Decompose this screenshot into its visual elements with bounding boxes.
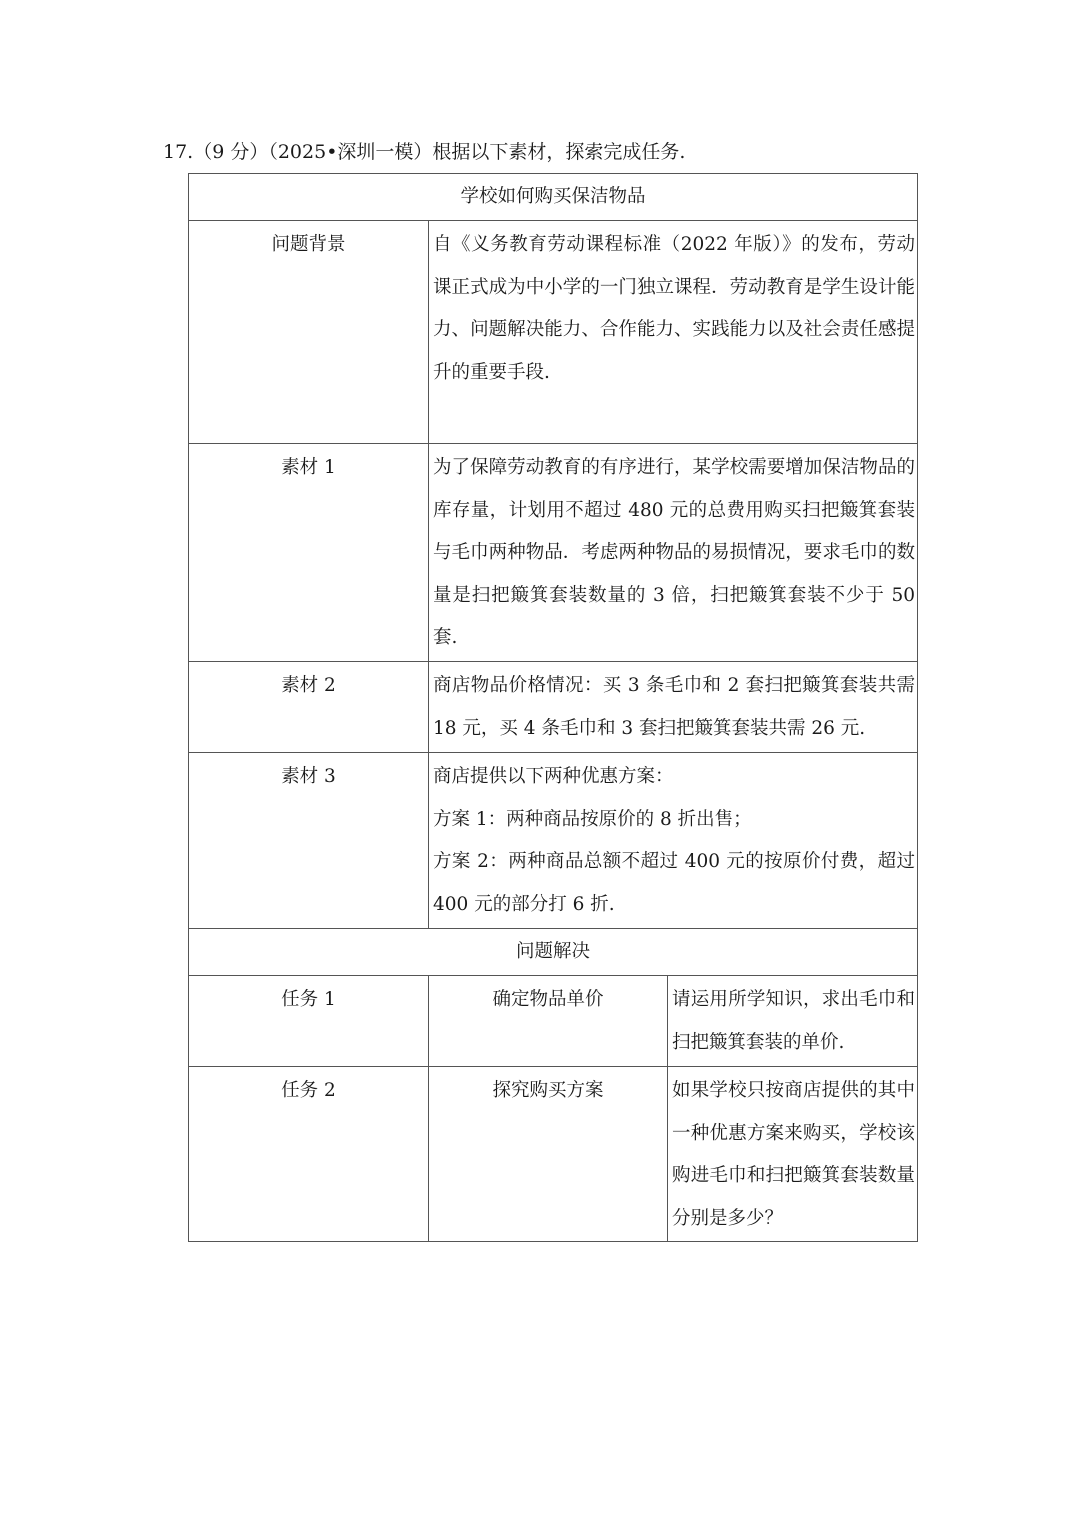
task-2-name: 探究购买方案 (429, 1067, 668, 1242)
material-2-text: 商店物品价格情况：买 3 条毛巾和 2 套扫把簸箕套装共需 18 元，买 4 条毛巾和 3 套扫把簸箕套装共需 26 元. (429, 662, 918, 753)
material-2-label: 素材 2 (189, 662, 429, 753)
material-3-text (429, 753, 918, 929)
task-1-text: 请运用所学知识，求出毛巾和扫把簸箕套装的单价. (668, 976, 918, 1067)
task-2-row (189, 1067, 918, 1242)
material-3-line: 方案 2：两种商品总额不超过 400 元的按原价付费，超过 400 元的部分打 6 折. (433, 851, 916, 915)
background-row (189, 221, 918, 444)
material-1-row (189, 444, 918, 662)
solve-title-row (189, 929, 918, 976)
material-1-label: 素材 1 (189, 444, 429, 662)
background-text: 自《义务教育劳动课程标准（2022 年版）》的发布，劳动课正式成为中小学的一门独立课程．劳动教育是学生设计能力、问题解决能力、合作能力、实践能力以及社会责任感提升的重要手段. (429, 221, 918, 444)
task-1-row (189, 976, 918, 1067)
table-title: 学校如何购买保洁物品 (189, 174, 918, 221)
task-2-label: 任务 2 (189, 1067, 429, 1242)
material-3-line: 商店提供以下两种优惠方案： (433, 766, 674, 787)
question-title: 17.（9 分）（2025•深圳一模）根据以下素材，探索完成任务. (163, 141, 686, 163)
material-2-row (189, 662, 918, 753)
material-3-line: 方案 1：两种商品按原价的 8 折出售； (433, 808, 752, 830)
material-3-row (189, 753, 918, 929)
material-1-text: 为了保障劳动教育的有序进行，某学校需要增加保洁物品的库存量，计划用不超过 480 元的总费用购买扫把簸箕套装与毛巾两种物品．考虑两种物品的易损情况，要求毛巾的数量是扫把簸箕套装数量的 3 倍，扫把簸箕套装不少于 50 套. (429, 444, 918, 662)
task-1-name: 确定物品单价 (429, 976, 668, 1067)
background-label: 问题背景 (189, 221, 429, 444)
table-title-row (189, 174, 918, 221)
material-3-label: 素材 3 (189, 753, 429, 929)
task-1-label: 任务 1 (189, 976, 429, 1067)
solve-title: 问题解决 (189, 929, 918, 976)
task-2-text: 如果学校只按商店提供的其中一种优惠方案来购买，学校该购进毛巾和扫把簸箕套装数量分别是多少？ (668, 1067, 918, 1242)
material-table (188, 173, 918, 1242)
